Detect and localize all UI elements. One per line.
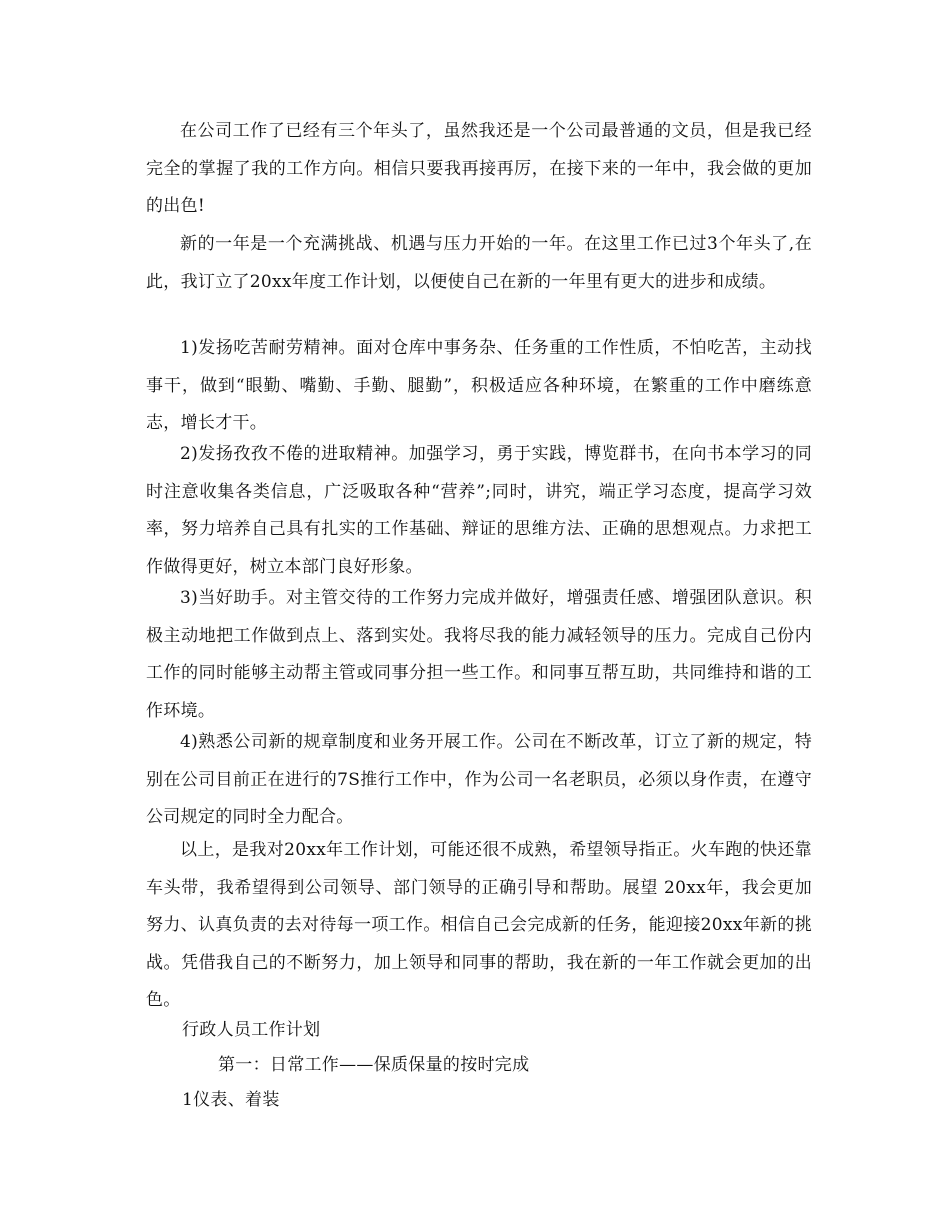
paragraph-point-1: 1)发扬吃苦耐劳精神。面对仓库中事务杂、任务重的工作性质，不怕吃苦，主动找事干，做到“眼勤、嘴勤、手勤、腿勤”，积极适应各种环境，在繁重的工作中磨练意志，增长才干。 [146,338,812,433]
paragraph-point-2: 2)发扬孜孜不倦的进取精神。加强学习，勇于实践，博览群书，在向书本学习的同时注意收集各类信息，广泛吸取各种“营养”;同时，讲究，端正学习态度，提高学习效率，努力培养自己具有扎实的工作基础、辩证的思维方法、正确的思想观点。力求把工作做得更好，树立本部门良好形象。 [146,444,812,577]
section-title: 行政人员工作计划 [182,1020,321,1040]
paragraph-point-4: 4)熟悉公司新的规章制度和业务开展工作。公司在不断改革，订立了新的规定，特别在公司目前正在进行的7S推行工作中，作为公司一名老职员，必须以身作责，在遵守公司规定的同时全力配合。 [146,732,812,827]
paragraph-intro: 在公司工作了已经有三个年头了，虽然我还是一个公司最普通的文员，但是我已经完全的掌握了我的工作方向。相信只要我再接再厉，在接下来的一年中，我会做的更加的出色! [146,121,812,216]
paragraph-conclusion: 以上，是我对20xx年工作计划，可能还很不成熟，希望领导指正。火车跑的快还靠车头带，我希望得到公司领导、部门领导的正确引导和帮助。展望 20xx年，我会更加努力、认真负责的去对待每一项工作。相信自己会完成新的任务，能迎接20xx年新的挑战。凭借我自己的不断努力，加上领导和同事的帮助，我在新的一年工作就会更加的出色。 [146,840,812,1010]
paragraph-point-3: 3)当好助手。对主管交待的工作努力完成并做好，增强责任感、增强团队意识。积极主动地把工作做到点上、落到实处。我将尽我的能力减轻领导的压力。完成自己份内工作的同时能够主动帮主管或同事分担一些工作。和同事互帮互助，共同维持和谐的工作环境。 [146,588,812,721]
paragraph-new-year: 新的一年是一个充满挑战、机遇与压力开始的一年。在这里工作已过3个年头了,在此，我订立了20xx年度工作计划，以便使自己在新的一年里有更大的进步和成绩。 [146,234,812,292]
subsection-title: 第一：日常工作——保质保量的按时完成 [218,1055,530,1075]
item-title: 1仪表、着装 [182,1090,280,1110]
